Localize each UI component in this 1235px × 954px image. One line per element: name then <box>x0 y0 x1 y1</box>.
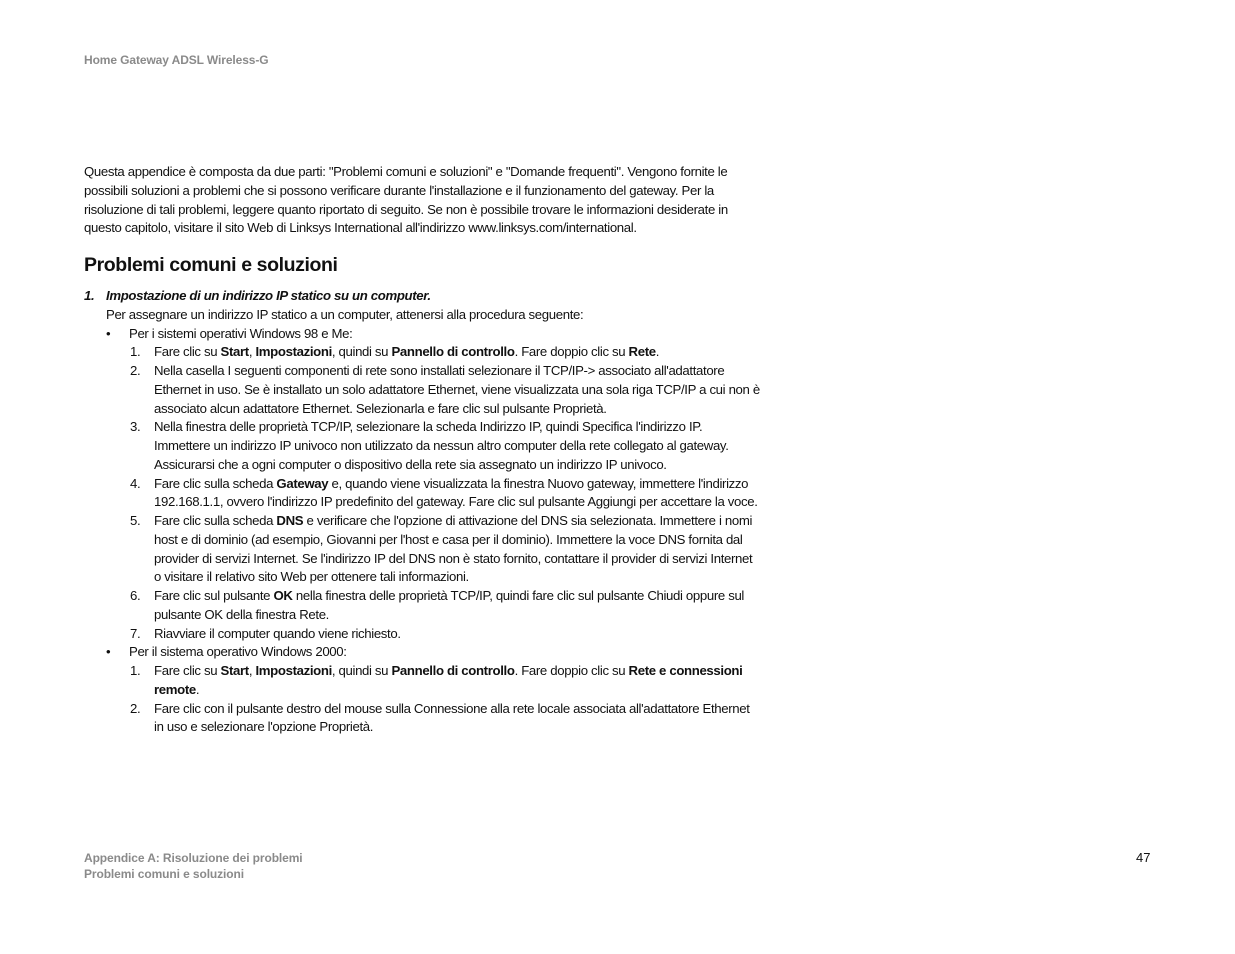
menu-start: Start <box>220 344 249 360</box>
step-text: . <box>195 681 200 697</box>
win98-step-1 <box>84 343 760 362</box>
step-number: 7. <box>130 625 141 641</box>
step-text: e, quando viene visualizzata la finestra Nuovo gateway, immettere l'indirizzo 192.168.1.1, ovvero l'indirizzo IP predefinito del gateway. Fare clic sul pulsante Aggiungi per accettare la voce. <box>154 475 758 510</box>
win98-step-6 <box>84 587 760 625</box>
step-text: Fare clic sul pulsante <box>154 588 274 603</box>
step-text: . <box>655 344 660 360</box>
menu-pannello-di-controllo: Pannello di controllo <box>391 663 515 678</box>
bullet-win2000 <box>84 643 760 662</box>
page-number: 47 <box>1136 850 1151 865</box>
step-text: Fare clic su <box>154 663 221 678</box>
step-number: 3. <box>130 419 141 435</box>
step-text: Fare clic su <box>154 344 221 360</box>
button-ok: OK <box>273 588 293 603</box>
step-text: e verificare che l'opzione di attivazione del DNS sia selezionata. Immettere i nomi host e di dominio (ad esempio, Giovanni per l'host e casa per il dominio). Immettere la voce DNS fornita dal provider di servizi Internet. Se l'indirizzo IP del DNS non è stato fornito, contattare il provider di servizi Internet o visitare il relativo sito Web per ottenere tali informazioni. <box>154 513 753 585</box>
menu-rete-e-connessioni-remote: Rete e connessioni remote <box>154 663 743 697</box>
step-text: Fare clic con il pulsante destro del mouse sulla Connessione alla rete locale associata all'adattatore Ethernet in uso e selezionare l'opzione Proprietà. <box>154 700 750 735</box>
step-text: Nella casella I seguenti componenti di rete sono installati selezionare il TCP/IP-> associato all'adattatore Ethernet in uso. Se è installato un solo adattatore Ethernet, viene visualizzata una sola riga TCP/IP a cui non è associato alcun adattatore Ethernet. Selezionarla e fare clic sul pulsante Proprietà. <box>154 363 760 416</box>
step-number: 1. <box>130 344 141 360</box>
win98-step-2 <box>84 362 760 418</box>
step-text: . Fare doppio clic su <box>514 663 629 678</box>
win98-step-5 <box>84 512 760 587</box>
running-header: Home Gateway ADSL Wireless-G <box>84 53 269 67</box>
item-1-title-text: Impostazione di un indirizzo IP statico su un computer. <box>106 288 431 303</box>
step-text: , quindi su <box>331 344 392 360</box>
win2000-step-2 <box>84 700 760 738</box>
win98-step-4 <box>84 475 760 513</box>
win2000-step-1 <box>84 662 760 700</box>
tab-dns: DNS <box>276 513 304 528</box>
step-text: , quindi su <box>331 663 392 678</box>
menu-rete: Rete <box>628 344 656 360</box>
intro-paragraph: Questa appendice è composta da due parti: "Problemi comuni e soluzioni" e "Domande frequenti". Vengono fornite le possibili soluzioni a problemi che si possono verificare durante l'installazione e il funzionamento del gateway. Per la risoluzione di tali problemi, leggere quanto riportato di seguito. Se non è possibile trovare le informazioni desiderate in questo capitolo, visitare il sito Web di Linksys International all'indirizzo www.linksys.com/international. <box>84 164 728 236</box>
bullet-dot: • <box>106 325 111 341</box>
menu-pannello-di-controllo: Pannello di controllo <box>391 344 515 360</box>
step-text: Fare clic sulla scheda <box>154 513 277 528</box>
bullet-win2000-label: Per il sistema operativo Windows 2000: <box>129 644 347 660</box>
step-text: , <box>248 663 256 678</box>
item-1-description: Per assegnare un indirizzo IP statico a un computer, attenersi alla procedura seguente: <box>106 306 584 322</box>
step-number: 6. <box>130 588 141 603</box>
step-number: 4. <box>130 475 141 491</box>
section-title: Problemi comuni e soluzioni <box>84 254 338 276</box>
step-number: 1. <box>130 663 141 678</box>
menu-impostazioni: Impostazioni <box>255 344 332 360</box>
item-1-number: 1. <box>84 288 95 303</box>
step-text: . Fare doppio clic su <box>514 344 629 360</box>
bullet-win98-label: Per i sistemi operativi Windows 98 e Me: <box>129 325 353 341</box>
step-text: Fare clic sulla scheda <box>154 475 277 491</box>
running-footer <box>84 850 303 882</box>
step-number: 2. <box>130 363 141 378</box>
menu-impostazioni: Impostazioni <box>255 663 332 678</box>
step-text: Riavviare il computer quando viene richiesto. <box>154 625 401 641</box>
menu-start: Start <box>220 663 249 678</box>
item-1-title <box>84 287 760 306</box>
footer-chapter: Appendice A: Risoluzione dei problemi <box>84 851 303 865</box>
step-text: Nella finestra delle proprietà TCP/IP, selezionare la scheda Indirizzo IP, quindi Specifica l'indirizzo IP. Immettere un indirizzo IP univoco non utilizzato da nessun altro computer della rete collegato al gateway. Assicurarsi che a ogni computer o dispositivo della rete sia assegnato un indirizzo IP univoco. <box>154 419 729 472</box>
page-content <box>84 163 760 737</box>
step-text: , <box>248 344 256 360</box>
bullet-win98 <box>84 325 760 344</box>
win98-step-7 <box>84 625 760 644</box>
step-number: 2. <box>130 700 141 716</box>
step-number: 5. <box>130 513 141 528</box>
tab-gateway: Gateway <box>276 475 329 491</box>
footer-section: Problemi comuni e soluzioni <box>84 867 244 881</box>
bullet-dot: • <box>106 644 111 660</box>
win98-step-3 <box>84 418 760 474</box>
step-text: nella finestra delle proprietà TCP/IP, quindi fare clic sul pulsante Chiudi oppure sul pulsante OK della finestra Rete. <box>154 588 745 622</box>
